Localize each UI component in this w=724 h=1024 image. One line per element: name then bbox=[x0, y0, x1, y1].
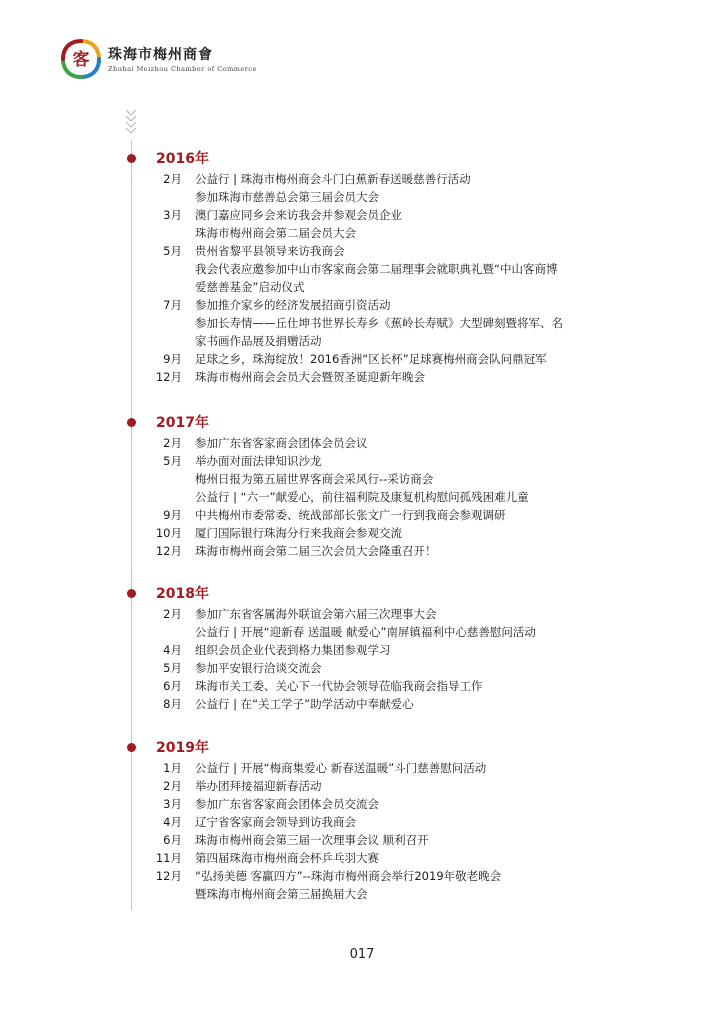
timeline-event bbox=[0, 677, 724, 695]
timeline-dot bbox=[127, 743, 136, 752]
timeline-event bbox=[0, 296, 724, 350]
event-month: 5月 bbox=[163, 454, 182, 468]
hakka-chamber-logo-icon bbox=[60, 38, 102, 80]
event-description: 澳门嘉应同乡会来访我会并参观会员企业 bbox=[195, 208, 402, 222]
timeline-event bbox=[0, 813, 724, 831]
organization-name: 珠海市梅州商會 bbox=[108, 47, 213, 63]
event-description: 厦门国际银行珠海分行来我商会参观交流 bbox=[195, 526, 402, 540]
timeline-event bbox=[0, 867, 724, 903]
event-description: 公益行 | 开展“梅商集爱心 新春送温暖”斗门慈善慰问活动 bbox=[195, 761, 487, 775]
event-description: 爱慈善基金”启动仪式 bbox=[195, 280, 305, 294]
event-month: 1月 bbox=[163, 761, 182, 775]
event-month: 3月 bbox=[163, 208, 182, 222]
timeline-event bbox=[0, 795, 724, 813]
event-description: 参加长寿情——丘仕坤书世界长寿乡《蕉岭长寿赋》大型碑刻暨将军、名 bbox=[195, 316, 563, 330]
year-heading: 2018年 bbox=[156, 586, 209, 602]
event-description: 珠海市梅州商会会员大会暨贺圣诞迎新年晚会 bbox=[195, 370, 425, 384]
timeline-dot bbox=[127, 589, 136, 598]
event-description: 公益行 | 在“关工学子”助学活动中奉献爱心 bbox=[195, 697, 414, 711]
event-description: 珠海市梅州商会第二届会员大会 bbox=[195, 226, 356, 240]
event-description: 参加推介家乡的经济发展招商引资活动 bbox=[195, 298, 391, 312]
timeline-event bbox=[0, 659, 724, 677]
event-description: “弘扬美德 客赢四方”--珠海市梅州商会举行2019年敬老晚会 bbox=[195, 869, 502, 883]
event-description: 组织会员企业代表到格力集团参观学习 bbox=[195, 643, 391, 657]
timeline-event bbox=[0, 777, 724, 795]
event-description: 公益行 | “六一”献爱心，前往福利院及康复机构慰问孤残困难儿童 bbox=[195, 490, 529, 504]
event-description: 足球之乡，珠海绽放！2016香洲“区长杯”足球赛梅州商会队问鼎冠军 bbox=[195, 352, 547, 366]
timeline-event bbox=[0, 524, 724, 542]
event-description: 中共梅州市委常委、统战部部长张文广一行到我商会参观调研 bbox=[195, 508, 506, 522]
event-month: 9月 bbox=[163, 508, 182, 522]
event-description: 参加平安银行洽谈交流会 bbox=[195, 661, 322, 675]
event-description: 梅州日报为第五届世界客商会采风行--采访商会 bbox=[195, 472, 434, 486]
event-description: 公益行 | 开展“迎新春 送温暖 献爱心”南屏镇福利中心慈善慰问活动 bbox=[195, 625, 536, 639]
event-month: 8月 bbox=[163, 697, 182, 711]
organization-name-english: Zhuhai Meizhou Chamber of Commerce bbox=[108, 65, 257, 73]
year-heading: 2016年 bbox=[156, 151, 209, 167]
event-month: 11月 bbox=[155, 851, 182, 865]
event-description: 家书画作品展及捐赠活动 bbox=[195, 334, 322, 348]
event-description: 珠海市关工委、关心下一代协会领导莅临我商会指导工作 bbox=[195, 679, 483, 693]
event-month: 4月 bbox=[163, 815, 182, 829]
event-description: 参加珠海市慈善总会第三届会员大会 bbox=[195, 190, 379, 204]
timeline-dot bbox=[127, 418, 136, 427]
event-month: 4月 bbox=[163, 643, 182, 657]
timeline-event bbox=[0, 350, 724, 368]
event-description: 珠海市梅州商会第三届一次理事会议 顺利召开 bbox=[195, 833, 429, 847]
chevron-down-icon bbox=[125, 108, 137, 138]
timeline-event bbox=[0, 170, 724, 206]
event-month: 10月 bbox=[155, 526, 182, 540]
timeline-event bbox=[0, 695, 724, 713]
timeline-event bbox=[0, 641, 724, 659]
year-heading: 2017年 bbox=[156, 415, 209, 431]
timeline-event bbox=[0, 542, 724, 560]
timeline-event bbox=[0, 605, 724, 641]
timeline-event bbox=[0, 452, 724, 506]
event-description: 公益行 | 珠海市梅州商会斗门白蕉新春送暖慈善行活动 bbox=[195, 172, 471, 186]
timeline-event bbox=[0, 759, 724, 777]
year-heading: 2019年 bbox=[156, 740, 209, 756]
event-description: 贵州省黎平县领导来访我商会 bbox=[195, 244, 345, 258]
event-month: 2月 bbox=[163, 779, 182, 793]
page-header bbox=[60, 38, 360, 82]
timeline-event bbox=[0, 506, 724, 524]
timeline-event bbox=[0, 368, 724, 386]
event-month: 9月 bbox=[163, 352, 182, 366]
event-month: 12月 bbox=[155, 544, 182, 558]
event-description: 暨珠海市梅州商会第三届换届大会 bbox=[195, 887, 368, 901]
event-month: 2月 bbox=[163, 607, 182, 621]
event-month: 12月 bbox=[155, 869, 182, 883]
event-description: 参加广东省客属海外联谊会第六届三次理事大会 bbox=[195, 607, 437, 621]
event-description: 我会代表应邀参加中山市客家商会第二届理事会就职典礼暨“中山客商博 bbox=[195, 262, 558, 276]
event-month: 3月 bbox=[163, 797, 182, 811]
event-description: 第四届珠海市梅州商会杯乒乓羽大赛 bbox=[195, 851, 379, 865]
timeline-event bbox=[0, 434, 724, 452]
event-month: 6月 bbox=[163, 833, 182, 847]
event-description: 辽宁省客家商会领导到访我商会 bbox=[195, 815, 356, 829]
event-description: 参加广东省客家商会团体会员会议 bbox=[195, 436, 368, 450]
event-description: 举办团拜接福迎新春活动 bbox=[195, 779, 322, 793]
timeline-event bbox=[0, 242, 724, 296]
timeline-event bbox=[0, 206, 724, 242]
event-month: 5月 bbox=[163, 661, 182, 675]
event-description: 举办面对面法律知识沙龙 bbox=[195, 454, 322, 468]
event-month: 2月 bbox=[163, 436, 182, 450]
timeline-event bbox=[0, 831, 724, 849]
timeline-dot bbox=[127, 154, 136, 163]
page-number: 017 bbox=[349, 947, 375, 962]
event-month: 6月 bbox=[163, 679, 182, 693]
timeline-event bbox=[0, 849, 724, 867]
event-description: 珠海市梅州商会第二届三次会员大会隆重召开！ bbox=[195, 544, 437, 558]
event-month: 5月 bbox=[163, 244, 182, 258]
event-month: 2月 bbox=[163, 172, 182, 186]
svg-text:客: 客 bbox=[72, 50, 90, 70]
event-month: 7月 bbox=[163, 298, 182, 312]
event-description: 参加广东省客家商会团体会员交流会 bbox=[195, 797, 379, 811]
event-month: 12月 bbox=[155, 370, 182, 384]
